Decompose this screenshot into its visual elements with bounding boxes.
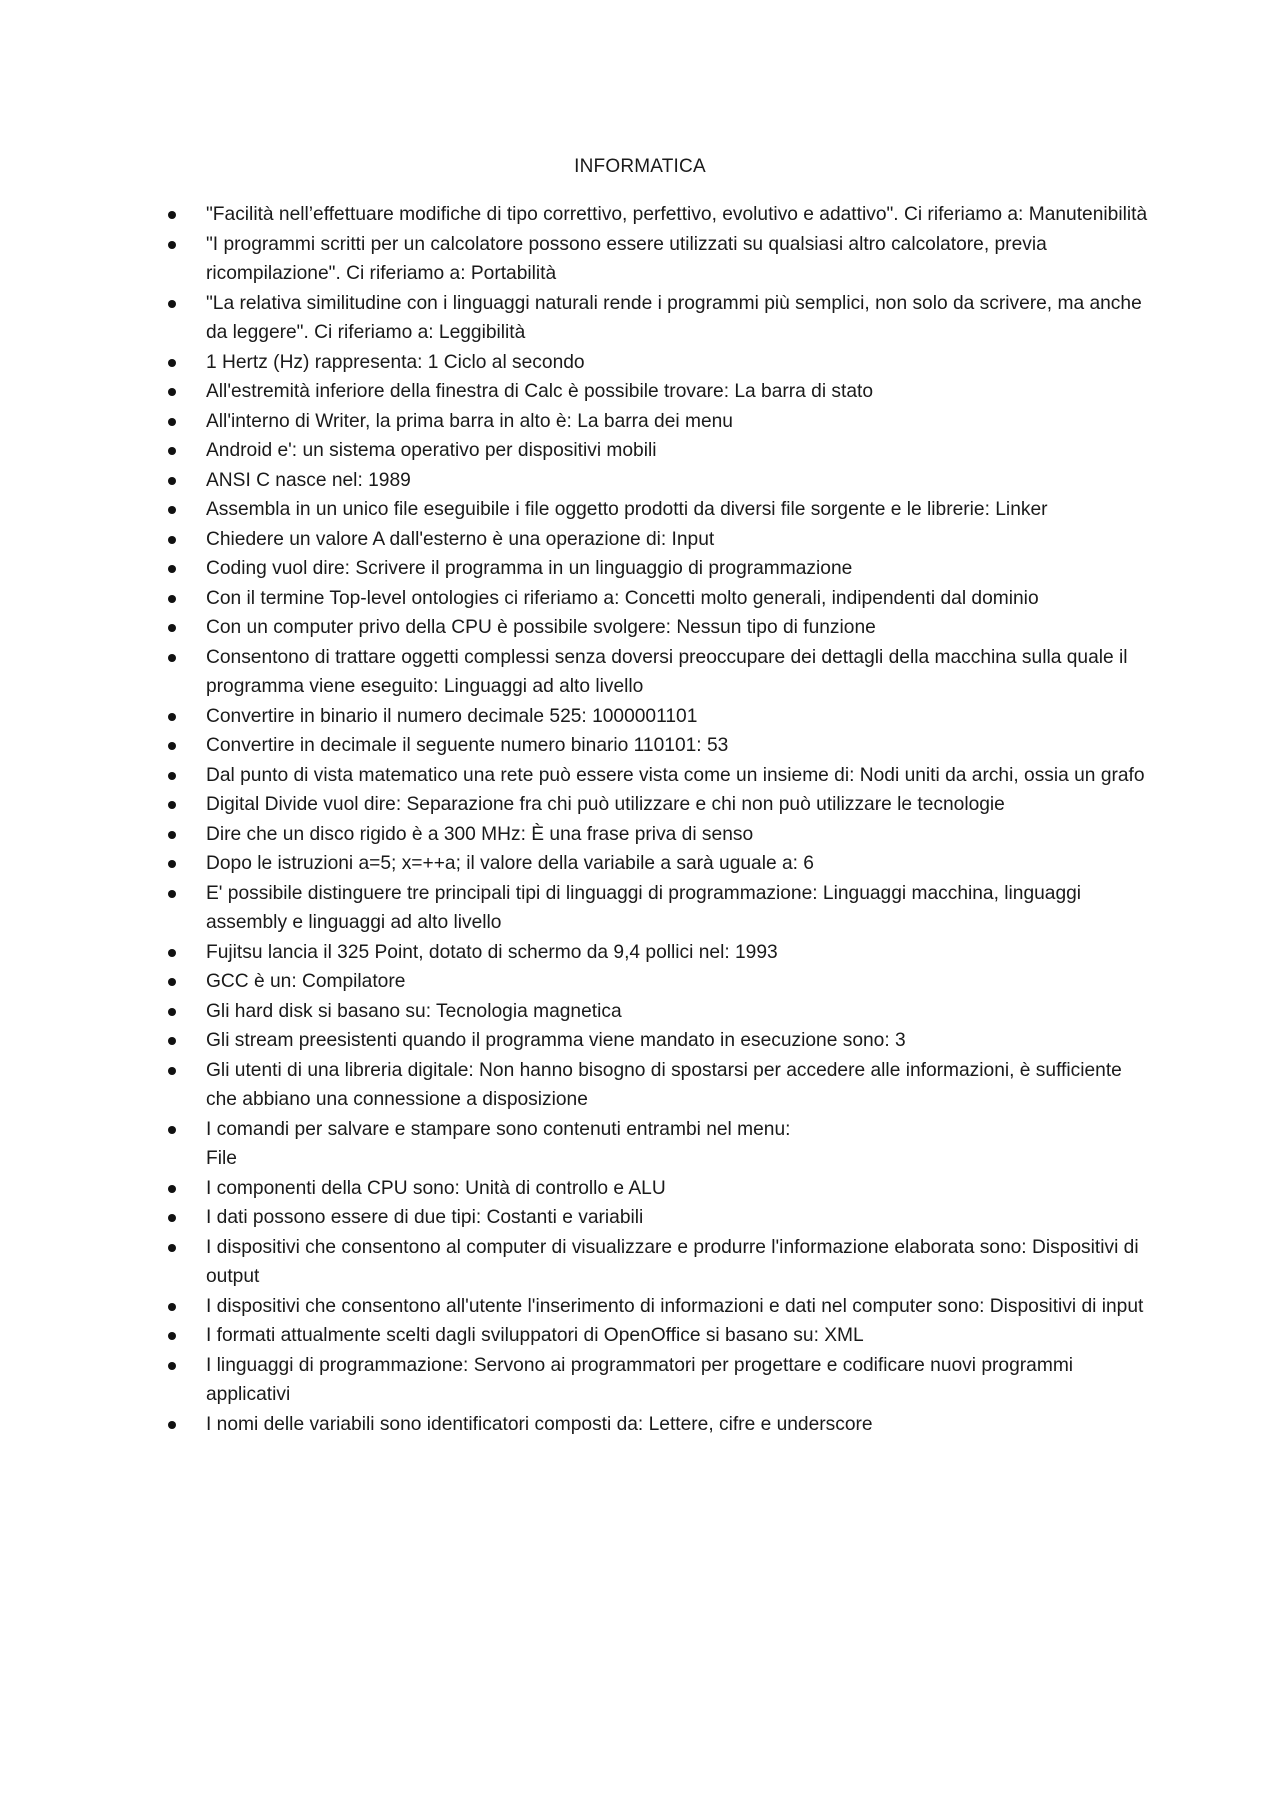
list-item <box>168 643 1158 702</box>
bullet-icon <box>168 978 176 986</box>
list-item-text: I formati attualmente scelti dagli sviluppatori di OpenOffice si basano su: XML <box>206 1325 864 1346</box>
list-item-text: Android e': un sistema operativo per dispositivi mobili <box>206 440 657 461</box>
bullet-icon <box>168 418 176 426</box>
list-item-text: Digital Divide vuol dire: Separazione fra chi può utilizzare e chi non può utilizzare le tecnologie <box>206 794 1005 815</box>
bullet-icon <box>168 1126 176 1134</box>
list-item-text: I dispositivi che consentono all'utente l'inserimento di informazioni e dati nel computer sono: Dispositivi di input <box>206 1295 1144 1317</box>
list-item-text: Coding vuol dire: Scrivere il programma in un linguaggio di programmazione <box>206 558 853 579</box>
bullet-icon <box>168 1332 176 1340</box>
list-item <box>168 1233 1158 1292</box>
list-item <box>168 525 1158 555</box>
bullet-icon <box>168 1362 176 1370</box>
list-item-text: Chiedere un valore A dall'esterno è una operazione di: Input <box>206 528 715 550</box>
bullet-icon <box>168 536 176 544</box>
list-item-text: All'estremità inferiore della finestra di Calc è possibile trovare: La barra di stato <box>206 381 874 402</box>
bullet-icon <box>168 211 176 219</box>
bullet-icon <box>168 742 176 750</box>
bullet-icon <box>168 1008 176 1016</box>
list-item-text: I dati possono essere di due tipi: Costanti e variabili <box>206 1207 644 1228</box>
list-item <box>168 436 1158 466</box>
list-item-text: "La relativa similitudine con i linguaggi naturali rende i programmi più semplici, non solo da scrivere, ma anche da leggere". Ci riferiamo a: Leggibilità <box>206 292 1142 343</box>
list-item-text: Fujitsu lancia il 325 Point, dotato di schermo da 9,4 pollici nel: 1993 <box>206 941 778 963</box>
list-item <box>168 967 1158 997</box>
list-item <box>168 348 1158 378</box>
bullet-icon <box>168 506 176 514</box>
list-item <box>168 200 1158 230</box>
bullet-icon <box>168 890 176 898</box>
bullet-icon <box>168 1067 176 1075</box>
bullet-icon <box>168 359 176 367</box>
list-item-text: I nomi delle variabili sono identificatori composti da: Lettere, cifre e underscore <box>206 1413 873 1435</box>
list-item-text: E' possibile distinguere tre principali tipi di linguaggi di programmazione: Linguaggi macchina, linguaggi assembly e linguaggi ad alto livello <box>206 882 1082 933</box>
list-item-text: Dal punto di vista matematico una rete può essere vista come un insieme di: Nodi uniti da archi, ossia un grafo <box>206 764 1145 786</box>
list-item <box>168 289 1158 348</box>
qa-list <box>168 200 1158 1439</box>
bullet-icon <box>168 1185 176 1193</box>
list-item-text: I comandi per salvare e stampare sono contenuti entrambi nel menu: File <box>206 1118 791 1169</box>
list-item-text: Con il termine Top-level ontologies ci riferiamo a: Concetti molto generali, indipendenti dal dominio <box>206 587 1039 609</box>
bullet-icon <box>168 624 176 632</box>
list-item-text: Dire che un disco rigido è a 300 MHz: È una frase priva di senso <box>206 823 754 845</box>
bullet-icon <box>168 595 176 603</box>
list-item <box>168 849 1158 879</box>
bullet-icon <box>168 388 176 396</box>
list-item <box>168 495 1158 525</box>
list-item <box>168 1351 1158 1410</box>
document-title: INFORMATICA <box>574 156 706 177</box>
list-item <box>168 554 1158 584</box>
list-item <box>168 702 1158 732</box>
list-item <box>168 1174 1158 1204</box>
list-item <box>168 1203 1158 1233</box>
list-item-text: Convertire in decimale il seguente numero binario 110101: 53 <box>206 735 729 756</box>
bullet-icon <box>168 713 176 721</box>
bullet-icon <box>168 831 176 839</box>
bullet-icon <box>168 241 176 249</box>
list-item-text: GCC è un: Compilatore <box>206 971 406 992</box>
bullet-icon <box>168 1244 176 1252</box>
list-item-text: Dopo le istruzioni a=5; x=++a; il valore della variabile a sarà uguale a: 6 <box>206 853 814 874</box>
list-item-text: Gli hard disk si basano su: Tecnologia magnetica <box>206 1000 622 1022</box>
list-item-text: "I programmi scritti per un calcolatore possono essere utilizzati su qualsiasi altro calcolatore, previa ricompilazione". Ci riferiamo a: Portabilità <box>206 233 1047 284</box>
list-item <box>168 938 1158 968</box>
list-item <box>168 584 1158 614</box>
list-item <box>168 1321 1158 1351</box>
list-item-text: I componenti della CPU sono: Unità di controllo e ALU <box>206 1177 666 1199</box>
bullet-icon <box>168 300 176 308</box>
list-item <box>168 407 1158 437</box>
bullet-icon <box>168 801 176 809</box>
list-item <box>168 466 1158 496</box>
bullet-icon <box>168 565 176 573</box>
list-item <box>168 731 1158 761</box>
list-item-text: Con un computer privo della CPU è possibile svolgere: Nessun tipo di funzione <box>206 617 876 638</box>
list-item <box>168 230 1158 289</box>
bullet-icon <box>168 1214 176 1222</box>
list-item <box>168 820 1158 850</box>
list-item <box>168 1056 1158 1115</box>
list-item-text: "Facilità nell’effettuare modifiche di tipo correttivo, perfettivo, evolutivo e adattivo". Ci riferiamo a: Manutenibilità <box>206 204 1148 225</box>
list-item-text: Convertire in binario il numero decimale 525: 1000001101 <box>206 705 698 727</box>
list-item-text: 1 Hertz (Hz) rappresenta: 1 Ciclo al secondo <box>206 351 585 373</box>
list-item <box>168 613 1158 643</box>
bullet-icon <box>168 772 176 780</box>
list-item <box>168 879 1158 938</box>
list-item <box>168 997 1158 1027</box>
list-item-text: Gli stream preesistenti quando il programma viene mandato in esecuzione sono: 3 <box>206 1030 906 1051</box>
list-item <box>168 1115 1158 1174</box>
list-item <box>168 1292 1158 1322</box>
list-item <box>168 377 1158 407</box>
list-item <box>168 1410 1158 1440</box>
list-item-text: Consentono di trattare oggetti complessi senza doversi preoccupare dei dettagli della macchina sulla quale il programma viene eseguito: Linguaggi ad alto livello <box>206 646 1128 697</box>
list-item <box>168 790 1158 820</box>
bullet-icon <box>168 860 176 868</box>
bullet-icon <box>168 477 176 485</box>
bullet-icon <box>168 1037 176 1045</box>
list-item <box>168 1026 1158 1056</box>
list-item-text: All'interno di Writer, la prima barra in alto è: La barra dei menu <box>206 410 733 432</box>
bullet-icon <box>168 654 176 662</box>
bullet-icon <box>168 1421 176 1429</box>
list-item <box>168 761 1158 791</box>
bullet-icon <box>168 1303 176 1311</box>
list-item-text: ANSI C nasce nel: 1989 <box>206 469 411 491</box>
list-item-text: Gli utenti di una libreria digitale: Non hanno bisogno di spostarsi per accedere alle informazioni, è sufficiente che abbiano una connessione a disposizione <box>206 1059 1122 1110</box>
bullet-icon <box>168 447 176 455</box>
list-item-text: I dispositivi che consentono al computer di visualizzare e produrre l'informazione elaborata sono: Dispositivi di output <box>206 1236 1139 1287</box>
list-item-text: Assembla in un unico file eseguibile i file oggetto prodotti da diversi file sorgente e le librerie: Linker <box>206 499 1048 520</box>
list-item-text: I linguaggi di programmazione: Servono ai programmatori per progettare e codificare nuovi programmi applicativi <box>206 1354 1074 1405</box>
bullet-icon <box>168 949 176 957</box>
